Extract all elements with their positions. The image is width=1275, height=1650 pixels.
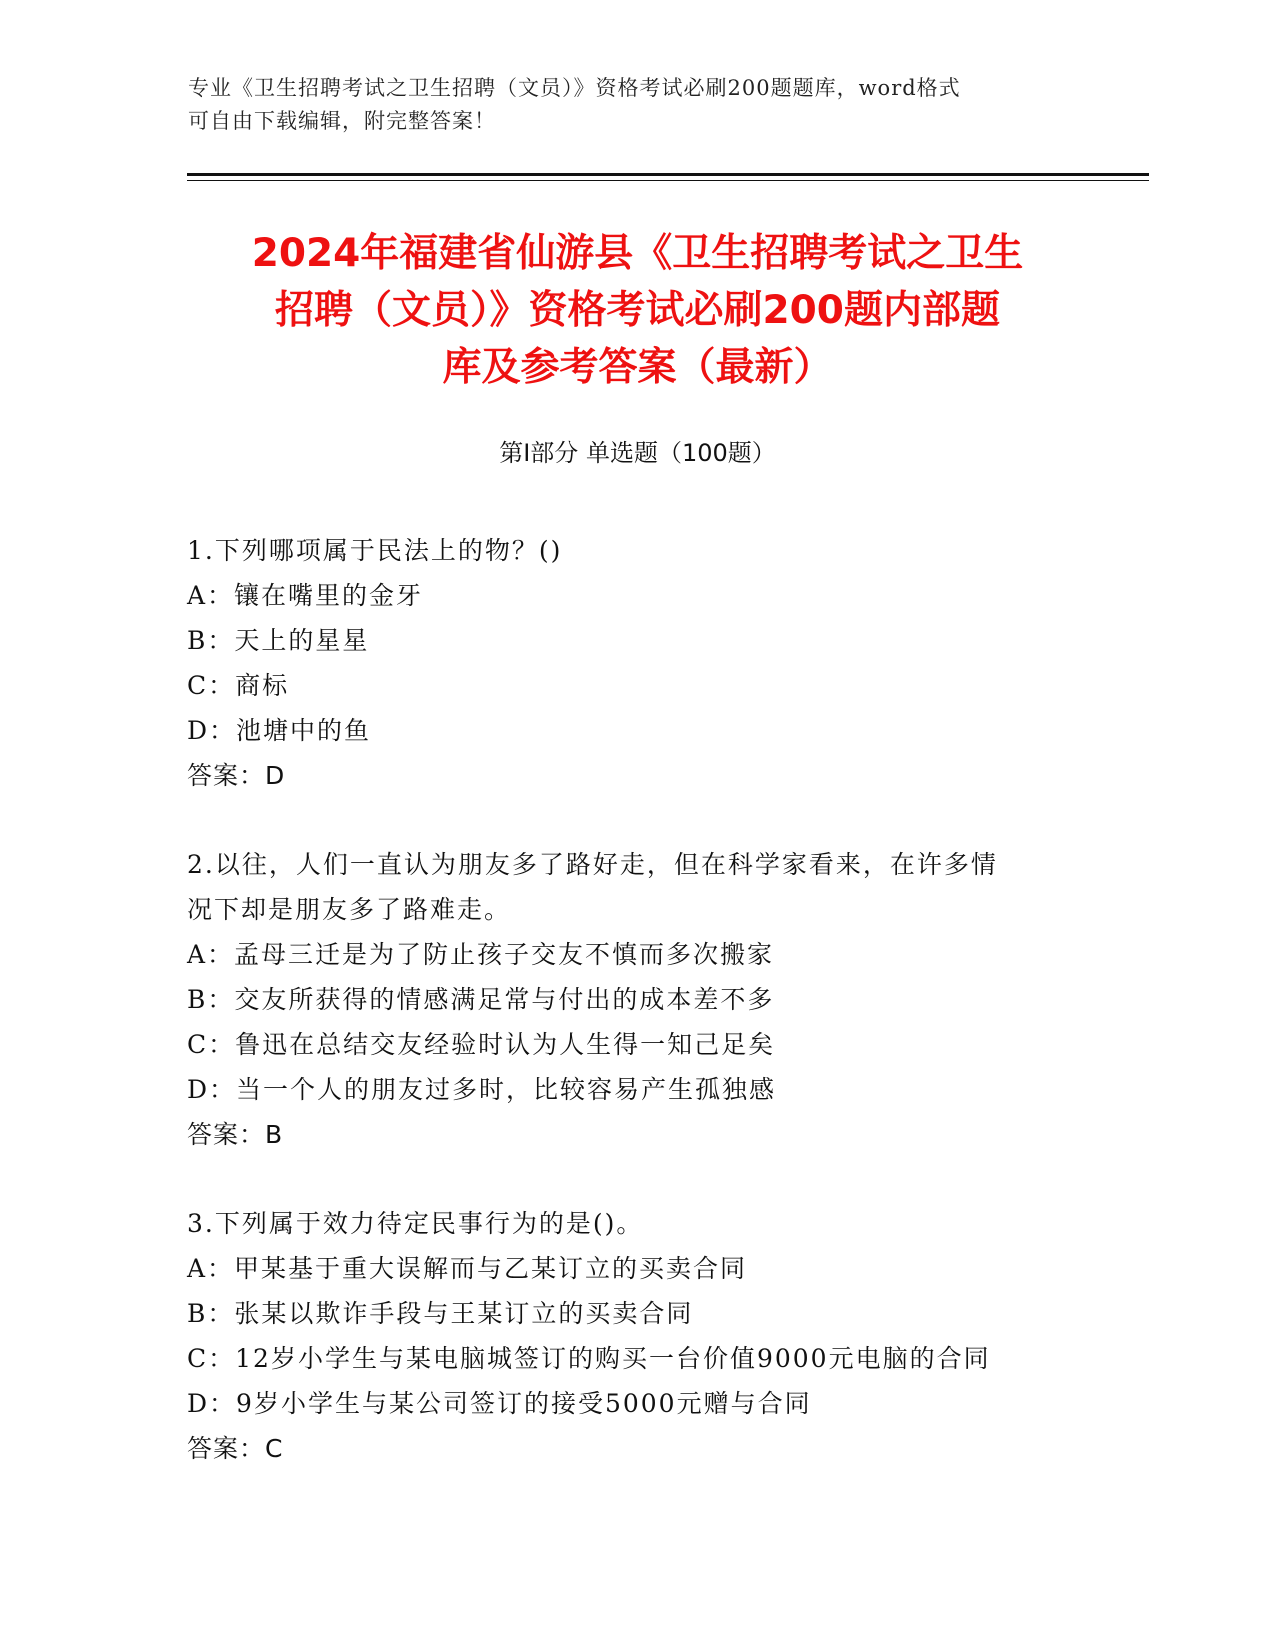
question-stem: 1.下列哪项属于民法上的物？() xyxy=(187,536,563,565)
header-note-line: 可自由下载编辑，附完整答案！ xyxy=(188,109,496,133)
question-list xyxy=(187,528,1067,1515)
question-stem: 3.下列属于效力待定民事行为的是()。 xyxy=(187,1209,644,1238)
title-line: 2024年福建省仙游县《卫生招聘考试之卫生 xyxy=(251,231,1024,276)
answer: 答案：B xyxy=(187,1120,284,1149)
title-line: 招聘（文员）》资格考试必刷200题内部题 xyxy=(275,288,1000,333)
option-b: B：天上的星星 xyxy=(187,626,370,655)
answer: 答案：D xyxy=(187,761,286,790)
question-stem-continued: 况下却是朋友多了路难走。 xyxy=(187,895,512,924)
section-title: 第Ⅰ部分 单选题（100题） xyxy=(499,439,776,467)
option-d: D：池塘中的鱼 xyxy=(187,716,372,745)
answer: 答案：C xyxy=(187,1434,284,1463)
document-title xyxy=(170,225,1105,396)
option-b: B：交友所获得的情感满足常与付出的成本差不多 xyxy=(187,985,775,1014)
header-divider-thin xyxy=(187,180,1149,181)
title-line: 库及参考答案（最新） xyxy=(442,345,833,390)
question-item xyxy=(187,528,1067,798)
header-note-line: 专业《卫生招聘考试之卫生招聘（文员）》资格考试必刷200题题库，word格式 xyxy=(188,76,961,100)
option-a: A：孟母三迁是为了防止孩子交友不慎而多次搬家 xyxy=(187,940,775,969)
option-a: A：镶在嘴里的金牙 xyxy=(187,581,424,610)
option-c: C：鲁迅在总结交友经验时认为人生得一知己足矣 xyxy=(187,1030,776,1059)
option-c: C：商标 xyxy=(187,671,290,700)
option-b: B：张某以欺诈手段与王某订立的买卖合同 xyxy=(187,1299,694,1328)
question-item xyxy=(187,842,1067,1157)
header-divider-thick xyxy=(187,173,1149,176)
option-d: D：9岁小学生与某公司签订的接受5000元赠与合同 xyxy=(187,1389,812,1418)
option-d: D：当一个人的朋友过多时，比较容易产生孤独感 xyxy=(187,1075,777,1104)
option-a: A：甲某基于重大误解而与乙某订立的买卖合同 xyxy=(187,1254,748,1283)
question-stem: 2.以往，人们一直认为朋友多了路好走，但在科学家看来，在许多情 xyxy=(187,850,998,879)
header-note xyxy=(188,72,1088,138)
option-c: C：12岁小学生与某电脑城签订的购买一台价值9000元电脑的合同 xyxy=(187,1344,991,1373)
question-item xyxy=(187,1201,1067,1471)
